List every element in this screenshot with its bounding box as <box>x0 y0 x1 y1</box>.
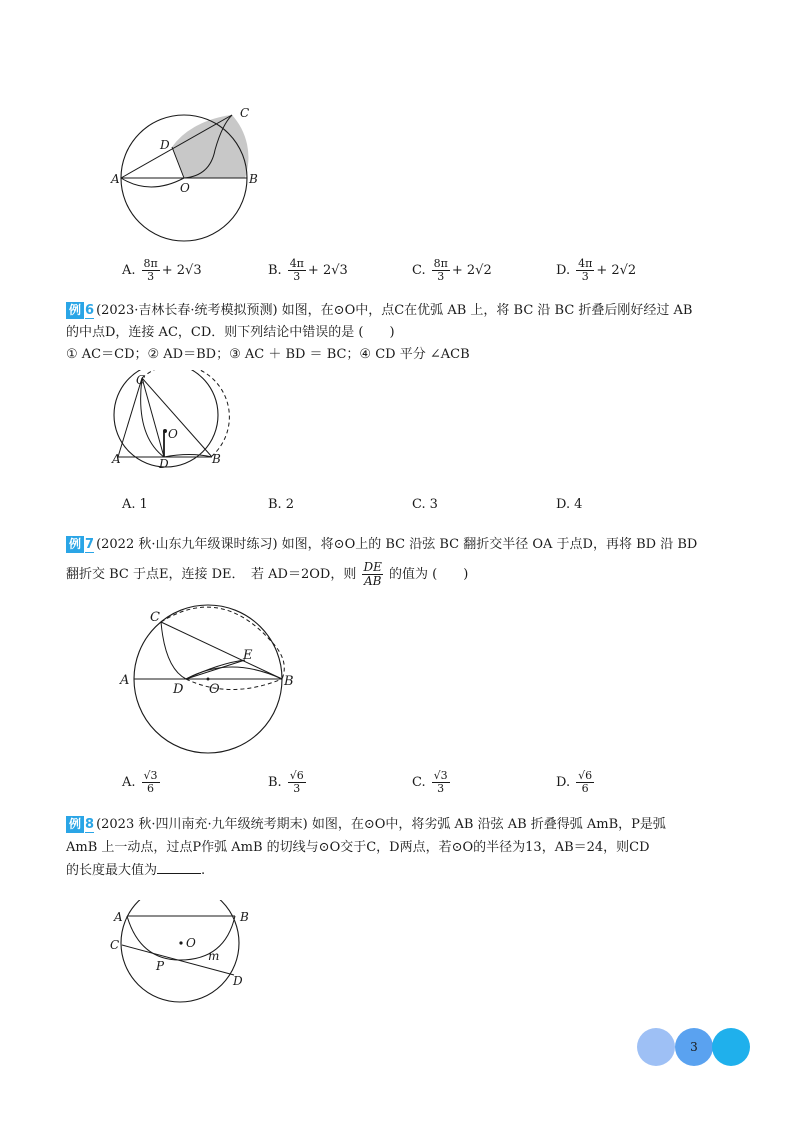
page-number: 3 <box>690 1040 698 1054</box>
q6-label-a: A <box>112 452 121 466</box>
q7-option-a: A. $\frac{√3}{6}$ <box>122 769 158 795</box>
q6-option-a: A. 1 <box>122 497 148 512</box>
q6-number: 6 <box>85 303 95 318</box>
q5-figure <box>110 105 270 265</box>
q6-text-line1: 例 6 (2023·吉林长春·统考模拟预测) 如图，在⊙O中，点C在优弧 AB 上，将 BC 沿 BC 折叠后刚好经过 AB <box>66 301 692 321</box>
q7-label-b: B <box>284 674 294 689</box>
page-circle-middle <box>675 1028 713 1066</box>
q8-label-d: D <box>233 974 243 988</box>
q6-option-c: C. 3 <box>412 497 438 512</box>
q7-text-line2: 翻折交 BC 于点E，连接 DE． 若 AD＝2OD，则 $\frac{DE}{AB}$ 的值为 ( ) <box>66 560 469 588</box>
q8-label-c: C <box>110 938 120 952</box>
q8-label-o: O <box>186 936 196 950</box>
q5-label-c: C <box>240 106 250 120</box>
q6-label-b: B <box>212 452 221 466</box>
q6-label-d: D <box>159 457 169 470</box>
q5-option-d: D. $\frac{4\pi}{3}$ + 2√2 <box>556 257 637 283</box>
q6-option-d: D. 4 <box>556 497 583 512</box>
q5-label-o: O <box>180 181 190 195</box>
q8-text-line1: 例 8 (2023 秋·四川南充·九年级统考期末) 如图，在⊙O中，将劣弧 AB 沿弦 AB 折叠得弧 AmB，P是弧 <box>66 815 666 835</box>
q5-option-c: C. $\frac{8\pi}{3}$ + 2√2 <box>412 257 492 283</box>
q8-tag: 例 <box>66 816 84 833</box>
page-circle-left <box>637 1028 675 1066</box>
q8-number: 8 <box>85 817 95 832</box>
q8-label-b: B <box>240 910 249 924</box>
q6-label-o: O <box>168 427 178 441</box>
q7-number: 7 <box>85 537 95 552</box>
q8-text-line3: 的长度最大值为 . <box>66 863 206 878</box>
q8-answer-blank <box>157 873 201 874</box>
q7-text-line1: 例 7 (2022 秋·山东九年级课时练习) 如图，将⊙O上的 BC 沿弦 BC 翻折交半径 OA 于点D，再将 BD 沿 BD <box>66 535 697 555</box>
q8-text-line2: AmB 上一动点，过点P作弧 AmB 的切线与⊙O交于C，D两点，若⊙O的半径为13，AB＝24，则CD <box>66 840 650 855</box>
q6-text-line2: 的中点D，连接 AC，CD．则下列结论中错误的是 ( ) <box>66 325 395 340</box>
q7-option-b: B. $\frac{√6}{3}$ <box>268 769 304 795</box>
q7-label-o: O <box>209 682 220 697</box>
q7-option-c: C. $\frac{√3}{3}$ <box>412 769 448 795</box>
q7-figure <box>115 600 300 760</box>
q6-tag: 例 <box>66 302 84 319</box>
q5-option-b: B. $\frac{4\pi}{3}$ + 2√3 <box>268 257 348 283</box>
q7-label-c: C <box>150 610 160 625</box>
q7-tag: 例 <box>66 536 84 553</box>
q6-text-line3: ① AC＝CD；② AD＝BD；③ AC ＋ BD ＝ BC；④ CD 平分 ∠ACB <box>66 347 470 362</box>
q8-label-a: A <box>114 910 123 924</box>
q6-option-b: B. 2 <box>268 497 294 512</box>
q5-label-b: B <box>249 172 258 186</box>
page-circle-right <box>712 1028 750 1066</box>
q5-label-d: D <box>160 138 170 152</box>
q8-label-m: m <box>208 949 220 963</box>
q7-label-d: D <box>173 682 184 697</box>
q7-label-e: E <box>243 648 253 663</box>
q7-option-d: D. $\frac{√6}{6}$ <box>556 769 593 795</box>
q8-figure <box>105 900 255 1010</box>
q6-figure <box>110 370 230 470</box>
q7-label-a: A <box>120 673 130 688</box>
q7-fraction: $\frac{DE}{AB}$ <box>363 560 382 588</box>
q8-label-p: P <box>156 959 165 973</box>
q6-label-c: C <box>136 373 146 387</box>
q5-label-a: A <box>111 172 120 186</box>
q5-option-a: A. $\frac{8\pi}{3}$ + 2√3 <box>122 257 202 283</box>
